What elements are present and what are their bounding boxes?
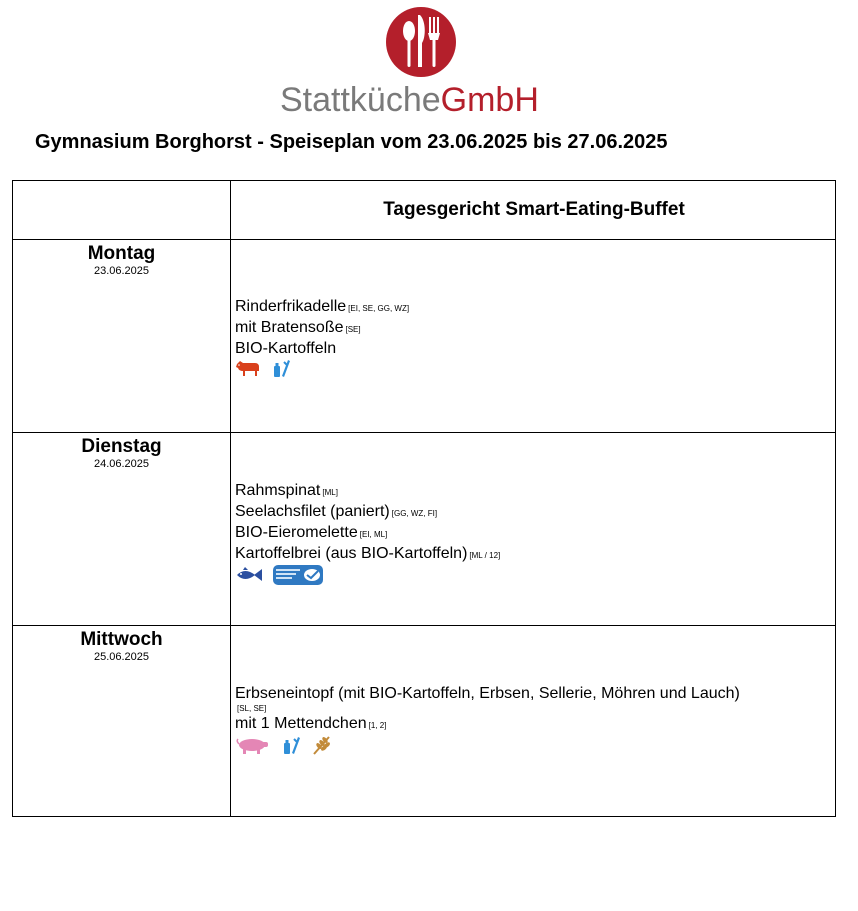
day-name: Dienstag (81, 436, 162, 457)
dish-text: mit 1 Mettendchen (235, 715, 367, 732)
day-cell-wednesday (13, 629, 230, 664)
vegetarian-drink-icon (271, 358, 291, 378)
fish-icon (235, 567, 263, 583)
dish-line (235, 297, 409, 318)
day-cell-tuesday (13, 436, 230, 471)
dish-icons (235, 735, 740, 755)
brand-name-part2: GmbH (440, 81, 539, 119)
allergen-codes: [GG, WZ, FI] (391, 509, 438, 518)
dish-text: Seelachsfilet (paniert) (235, 503, 390, 520)
dish-text: Erbseneintopf (mit BIO-Kartoffeln, Erbsen, Sellerie, Möhren und Lauch) (235, 685, 740, 702)
column-divider (230, 181, 231, 816)
dish-line (235, 502, 500, 523)
dish-line (235, 339, 409, 358)
day-date: 24.06.2025 (93, 458, 150, 470)
dish-icons (235, 358, 409, 378)
day-name: Mittwoch (80, 629, 163, 650)
dish-icons (235, 565, 500, 585)
cutlery-logo-icon (386, 7, 456, 77)
dish-line (235, 714, 740, 735)
allergen-codes: [SL, SE] (237, 704, 267, 713)
dish-line (235, 318, 409, 339)
day-date: 25.06.2025 (93, 651, 150, 663)
allergen-codes: [ML / 12] (469, 551, 501, 560)
dish-line (235, 684, 740, 714)
dish-text: Rinderfrikadelle (235, 298, 347, 315)
dish-monday (235, 297, 409, 378)
dish-text: BIO-Kartoffeln (235, 340, 337, 357)
dish-text: mit Bratensoße (235, 319, 344, 336)
day-cell-monday (13, 243, 230, 278)
dish-text: Kartoffelbrei (aus BIO-Kartoffeln) (235, 545, 468, 562)
brand-name (280, 80, 539, 120)
allergen-codes: [EI, SE, GG, WZ] (348, 304, 410, 313)
page-title: Gymnasium Borghorst - Speiseplan vom 23.06.2025 bis 27.06.2025 (35, 131, 668, 153)
logo (0, 0, 858, 125)
allergen-codes: [ML] (322, 488, 338, 497)
dish-line (235, 523, 500, 544)
row-divider (13, 432, 835, 433)
dish-text: Rahmspinat (235, 482, 321, 499)
row-divider (13, 239, 835, 240)
dish-text: BIO-Eieromelette (235, 524, 358, 541)
cow-icon (235, 359, 261, 377)
msc-label-icon (273, 565, 323, 585)
allergen-codes: [EI, ML] (359, 530, 388, 539)
brand-name-part1: Stattküche (280, 81, 441, 119)
dish-line (235, 544, 500, 565)
vegetarian-drink-icon (281, 735, 301, 755)
day-date: 23.06.2025 (93, 265, 150, 277)
allergen-codes: [1, 2] (368, 721, 387, 730)
dish-line (235, 481, 500, 502)
dish-wednesday (235, 684, 740, 755)
column-header: Tagesgericht Smart-Eating-Buffet (383, 199, 685, 220)
pig-icon (235, 736, 271, 754)
menu-table (12, 180, 836, 817)
row-divider (13, 625, 835, 626)
dish-tuesday (235, 481, 500, 585)
allergen-codes: [SE] (345, 325, 361, 334)
day-name: Montag (87, 243, 156, 264)
grain-icon (311, 735, 333, 755)
